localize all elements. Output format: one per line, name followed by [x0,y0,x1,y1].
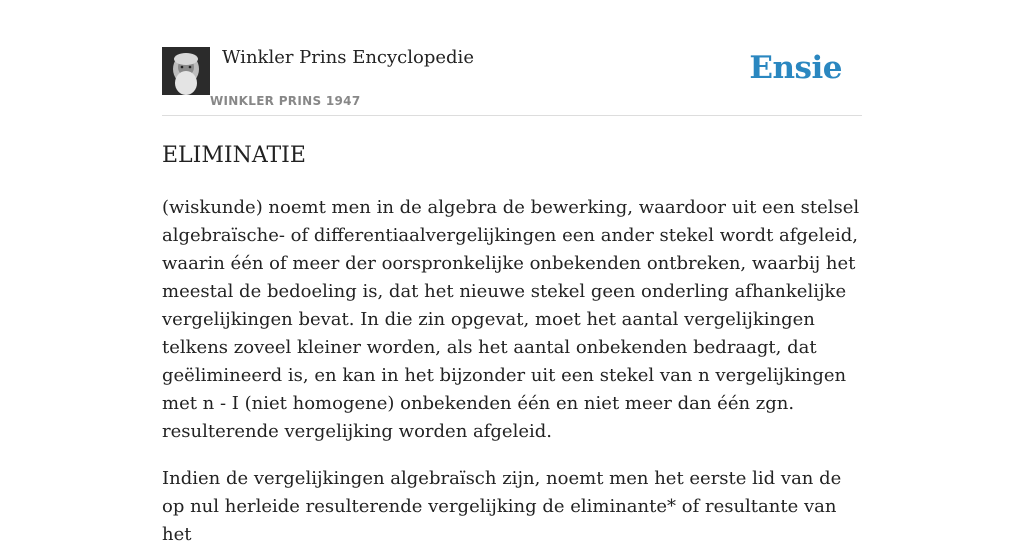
article-paragraph: (wiskunde) noemt men in de algebra de bewerking, waardoor uit een stelsel algebraïsche- of differentiaalvergelijkingen een ander stekel wordt afgeleid, waarin één of meer der oorspronkelijke onbekenden ontbreken, waarbij het meestal de bedoeling is, dat het nieuwe stekel geen onderling afhankelijke vergelijkingen bevat. In die zin opgevat, moet het aantal vergelijkingen telkens zoveel kleiner worden, als het aantal onbekenden bedraagt, dat geëlimineerd is, en kan in het bijzonder uit een stekel van n vergelijkingen met n - I (niet homogene) onbekenden één en niet meer dan één zgn. resulterende vergelijking worden afgeleid. [162,197,860,442]
source-subtitle[interactable]: WINKLER PRINS 1947 [210,94,361,108]
article-title: ELIMINATIE [162,143,306,168]
source-title[interactable]: Winkler Prins Encyclopedie [222,47,474,68]
source-header [162,0,862,116]
brand-logo[interactable]: Ensie [749,50,842,86]
avatar[interactable] [162,47,210,95]
portrait-avatar-icon [162,47,210,95]
page [162,0,862,545]
article-paragraph: Indien de vergelijkingen algebraïsch zijn, noemt men het eerste lid van de op nul herleide resulterende vergelijking de eliminante* of resultante van het [162,468,842,545]
